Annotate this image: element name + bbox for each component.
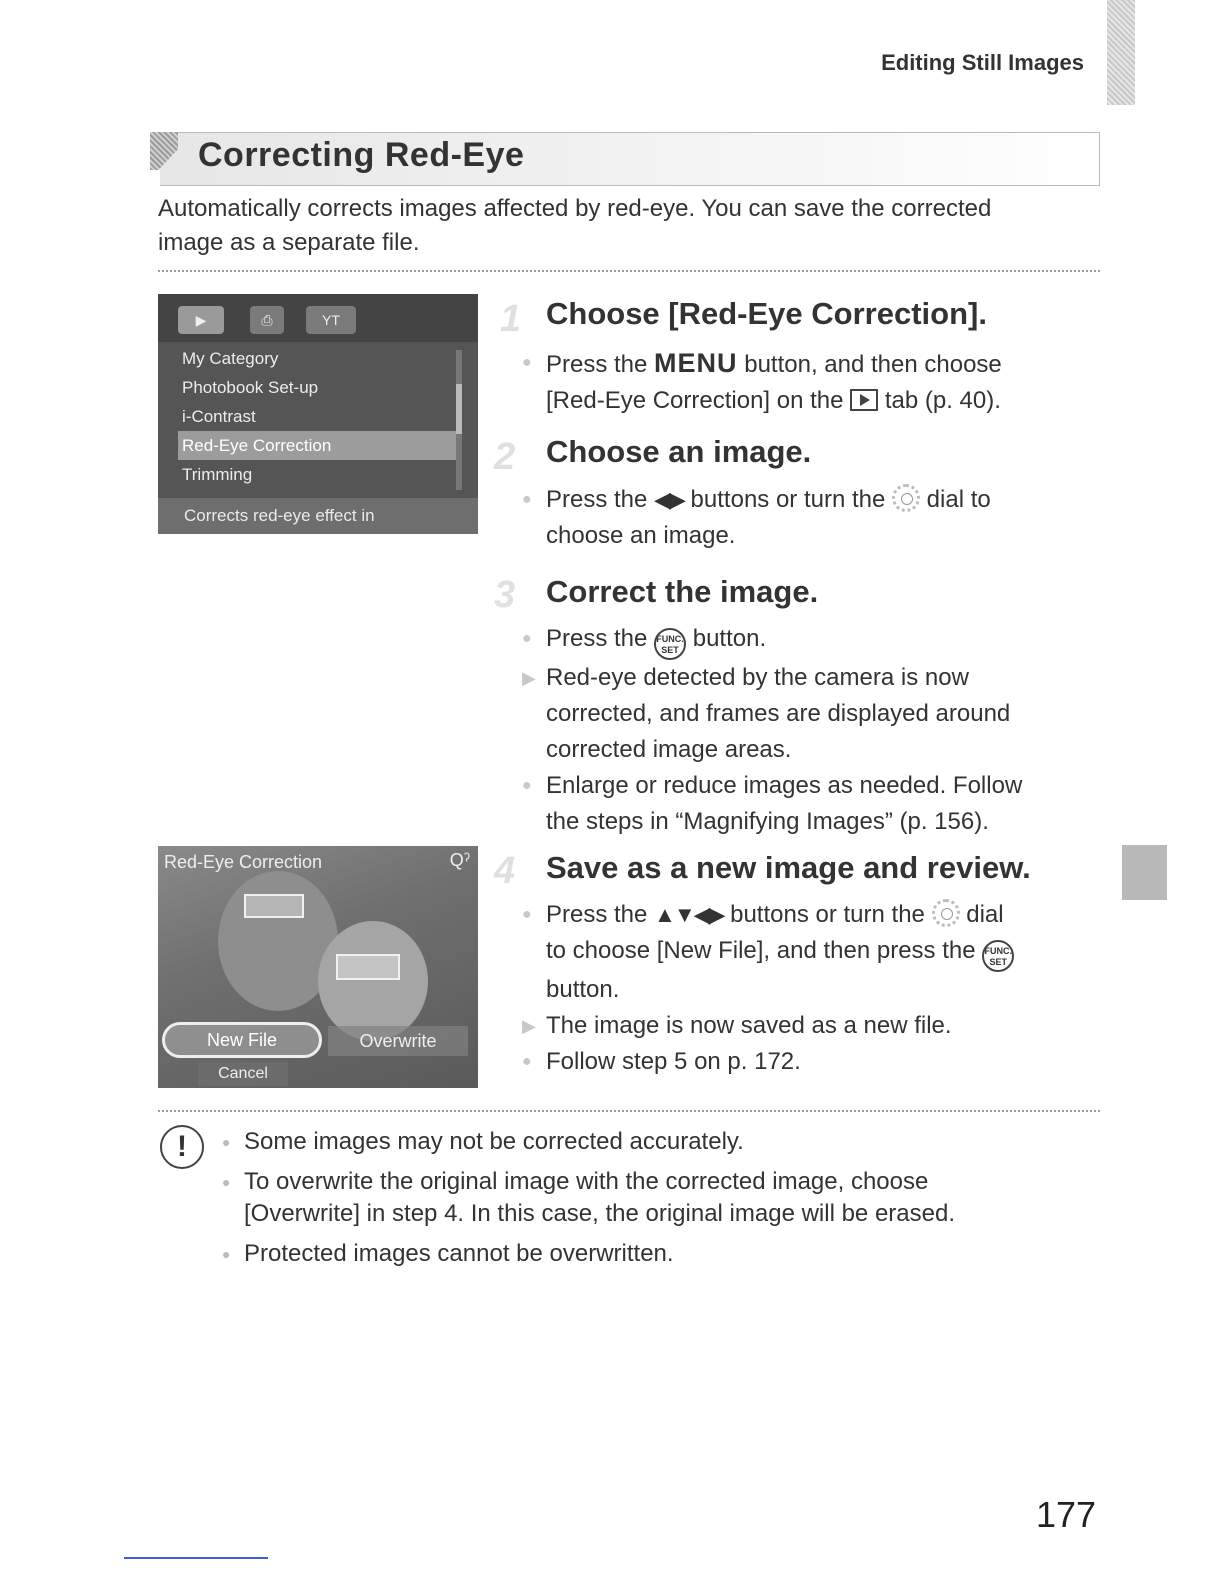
text: Press the [546, 351, 655, 378]
step-heading: Choose [Red-Eye Correction]. [546, 296, 987, 331]
menu-item: My Category [182, 349, 279, 368]
correction-frame [336, 954, 400, 980]
text: dial to [920, 486, 991, 513]
bullet-icon: ● [522, 1053, 532, 1070]
control-dial-icon [892, 484, 920, 512]
print-tab-icon: ⎙ [250, 306, 284, 334]
bullet-icon: ● [522, 630, 532, 647]
bullet-icon: ● [222, 1174, 231, 1190]
menu-item: Trimming [182, 465, 253, 484]
step-4-instructions [522, 897, 1112, 1080]
func-set-button-icon: FUNC. SET [654, 628, 686, 660]
playback-tab-icon: ▶ [178, 306, 224, 334]
screen-title: Red-Eye Correction [164, 852, 323, 872]
setup-tab-icon: YT [306, 306, 356, 334]
step-number: 2 [494, 436, 516, 478]
step-number: 4 [494, 850, 516, 892]
caution-note: Some images may not be corrected accurately. [244, 1128, 744, 1155]
section-title: Correcting Red-Eye [198, 136, 525, 174]
bullet-icon: ● [522, 906, 532, 923]
bullet-icon: ● [522, 777, 532, 794]
bullet-icon: ● [522, 491, 532, 508]
overwrite-option: Overwrite [328, 1026, 468, 1056]
up-down-left-right-buttons-icon: ▲▼◀▶ [654, 902, 724, 927]
cancel-option: Cancel [198, 1062, 288, 1086]
menu-scrollbar-thumb [456, 384, 462, 434]
caution-icon: ! [160, 1125, 204, 1169]
running-head: Editing Still Images [881, 50, 1084, 75]
text: buttons or turn the [723, 901, 932, 928]
playback-tab-icon [850, 389, 878, 411]
text: corrected, and frames are displayed around [546, 700, 1011, 727]
text: The image is now saved as a new file. [546, 1012, 952, 1039]
caution-note: To overwrite the original image with the corrected image, choose [244, 1168, 929, 1195]
bullet-icon: ● [522, 354, 532, 371]
new-file-option: New File [162, 1022, 322, 1058]
red-eye-correction-screen [158, 846, 478, 1088]
text: [Red-Eye Correction] on the [546, 387, 851, 414]
text: choose an image. [546, 522, 736, 549]
text: Press the [546, 625, 655, 652]
page-number: 177 [1036, 1494, 1097, 1535]
text: buttons or turn the [683, 486, 893, 513]
control-dial-icon [932, 899, 960, 927]
step-heading: Save as a new image and review. [546, 850, 1031, 885]
step-number: 3 [494, 574, 516, 616]
camera-menu-screen [158, 294, 478, 534]
text: Enlarge or reduce images as needed. Follow [546, 772, 1023, 799]
correction-frame [244, 894, 304, 918]
caution-note: [Overwrite] in step 4. In this case, the original image will be erased. [244, 1200, 955, 1227]
menu-hint-text: Corrects red-eye effect in [158, 498, 478, 534]
menu-item: i-Contrast [182, 407, 256, 426]
text: the steps in “Magnifying Images” (p. 156). [546, 808, 989, 835]
chapter-marker-tab [1122, 845, 1167, 900]
text: button. [686, 625, 767, 652]
left-right-buttons-icon: ◀▶ [654, 487, 684, 512]
menu-item: Photobook Set-up [182, 378, 319, 397]
text: Red-eye detected by the camera is now [546, 664, 969, 691]
magnify-icon: Qˀ [449, 850, 470, 870]
text: tab (p. 40). [878, 387, 1001, 414]
result-arrow-icon: ▶ [522, 1016, 536, 1036]
divider-bottom [158, 1110, 1100, 1112]
bullet-icon: ● [222, 1246, 231, 1262]
bullet-icon: ● [222, 1134, 231, 1150]
footer-line [124, 1557, 268, 1559]
text: button. [546, 976, 620, 1003]
photo-face [318, 921, 428, 1041]
step-heading: Choose an image. [546, 434, 812, 469]
text: Follow step 5 on p. 172. [546, 1048, 801, 1075]
result-arrow-icon: ▶ [522, 668, 536, 688]
step-1-instructions [522, 345, 1102, 419]
text: Press the [546, 486, 655, 513]
caution-note: Protected images cannot be overwritten. [244, 1240, 674, 1267]
menu-item-selected: Red-Eye Correction [178, 431, 457, 460]
step-3-instructions [522, 621, 1112, 840]
divider-top [158, 270, 1100, 272]
text: dial [959, 901, 1004, 928]
text: to choose [New File], and then press the [546, 937, 983, 964]
caution-notes [222, 1126, 1102, 1270]
text: corrected image areas. [546, 736, 792, 763]
step-heading: Correct the image. [546, 574, 819, 609]
text: Press the [546, 901, 655, 928]
func-set-button-icon: FUNC. SET [982, 940, 1014, 972]
menu-button-label: MENU [654, 348, 738, 378]
text: button, and then choose [737, 351, 1002, 378]
menu-tab-strip [158, 294, 478, 342]
step-number: 1 [500, 298, 522, 340]
section-intro: Automatically corrects images affected by red-eye. You can save the corrected image as a separate file. [158, 195, 992, 256]
step-2-instructions [522, 482, 1102, 554]
chapter-edge-tab [1107, 0, 1135, 105]
